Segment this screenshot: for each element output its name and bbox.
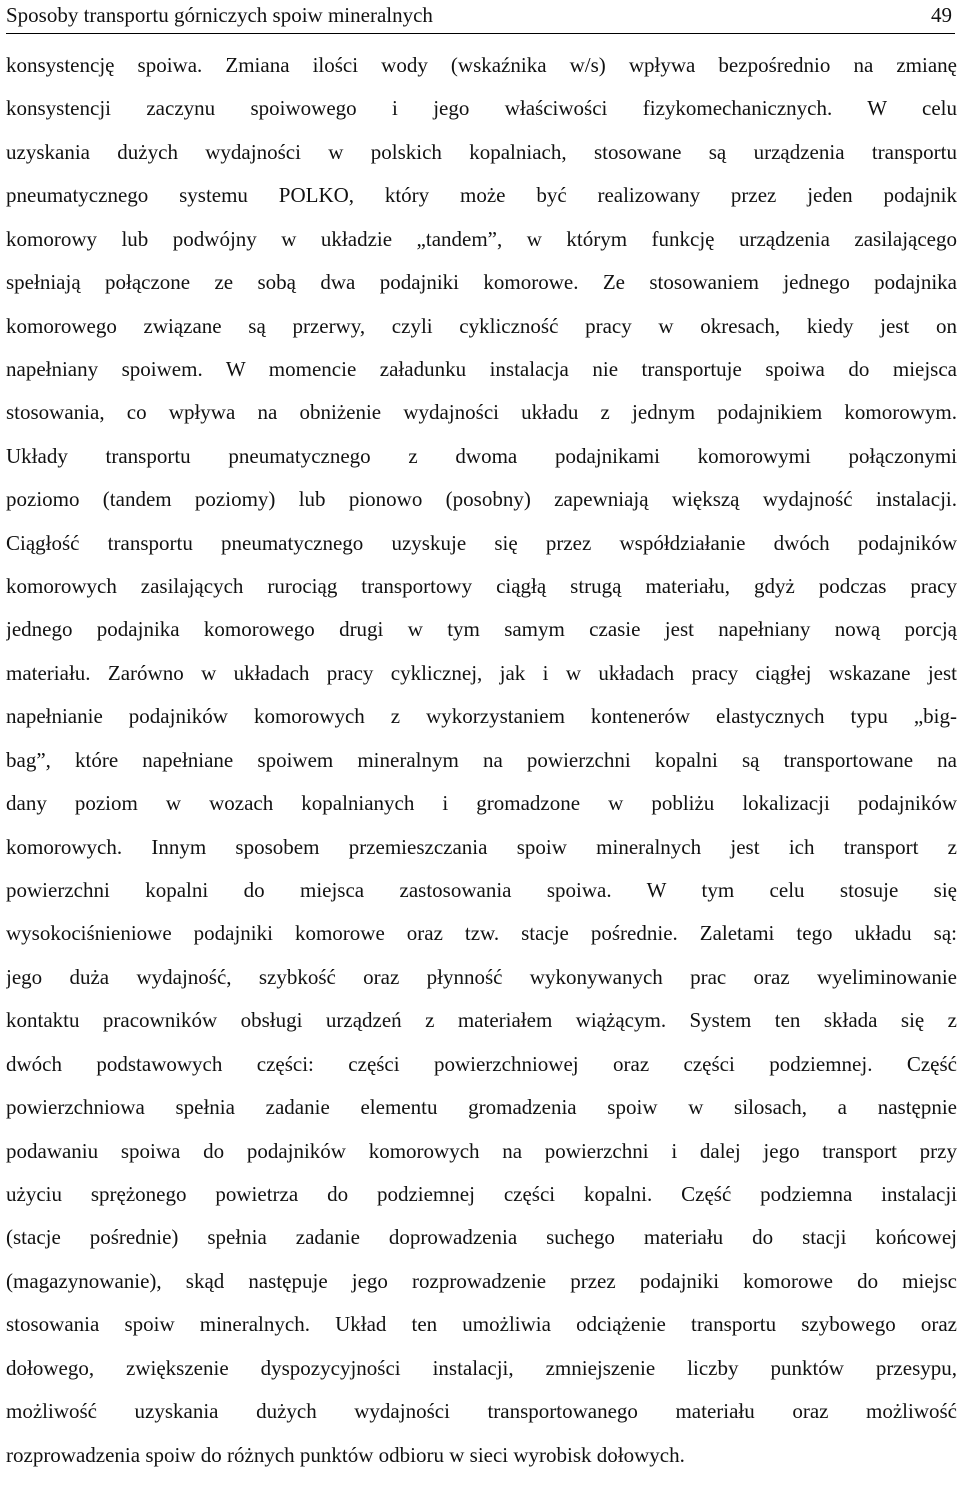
text-line: pneumatycznego systemu POLKO, który może być realizowany przez jeden podajnik <box>6 183 957 208</box>
running-title: Sposoby transportu górniczych spoiw mineralnych <box>6 3 433 27</box>
text-line: bag”, które napełniane spoiwem mineralnym na powierzchni kopalni są transportowane na <box>6 747 957 772</box>
text-line: poziomo (tandem poziomy) lub pionowo (posobny) zapewniają większą wydajność instalacji. <box>6 487 957 512</box>
text-line: komorowych. Innym sposobem przemieszczania spoiw mineralnych jest ich transport z <box>6 834 957 859</box>
text-line: jego duża wydajność, szybkość oraz płynność wykonywanych prac oraz wyeliminowanie <box>6 964 957 989</box>
text-line: materiału. Zarówno w układach pracy cyklicznej, jak i w układach pracy ciągłej wskazane jest <box>6 660 957 685</box>
text-line: dany poziom w wozach kopalnianych i gromadzone w pobliżu lokalizacji podajników <box>6 791 957 816</box>
text-line: stosowania, co wpływa na obniżenie wydajności układu z jednym podajnikiem komorowym. <box>6 400 957 425</box>
text-line: jednego podajnika komorowego drugi w tym samym czasie jest napełniany nową porcją <box>6 617 957 642</box>
text-line: stosowania spoiw mineralnych. Układ ten umożliwia odciążenie transportu szybowego oraz <box>6 1312 957 1337</box>
text-line: kontaktu pracowników obsługi urządzeń z materiałem wiążącym. System ten składa się z <box>6 1008 957 1033</box>
text-line: rozprowadzenia spoiw do różnych punktów odbioru w sieci wyrobisk dołowych. <box>6 1442 685 1467</box>
page-header <box>6 0 955 34</box>
text-line: napełniany spoiwem. W momencie załadunku instalacja nie transportuje spoiwa do miejsca <box>6 356 957 381</box>
text-line: konsystencji zaczynu spoiwowego i jego właściwości fizykomechanicznych. W celu <box>6 96 957 121</box>
text-line: użyciu sprężonego powietrza do podziemnej części kopalni. Część podziemna instalacji <box>6 1181 957 1206</box>
text-line: podawaniu spoiwa do podajników komorowych na powierzchni i dalej jego transport przy <box>6 1138 957 1163</box>
text-line: powierzchni kopalni do miejsca zastosowania spoiwa. W tym celu stosuje się <box>6 878 957 903</box>
body-paragraph <box>6 44 957 1477</box>
text-line: komorowych zasilających rurociąg transportowy ciągłą strugą materiału, gdyż podczas pracy <box>6 574 957 599</box>
text-line: Ciągłość transportu pneumatycznego uzyskuje się przez współdziałanie dwóch podajników <box>6 530 957 555</box>
text-line: możliwość uzyskania dużych wydajności transportowanego materiału oraz możliwość <box>6 1399 957 1424</box>
text-line: Układy transportu pneumatycznego z dwoma podajnikami komorowymi połączonymi <box>6 443 957 468</box>
text-line: uzyskania dużych wydajności w polskich kopalniach, stosowane są urządzenia transportu <box>6 139 957 164</box>
text-line: komorowego związane są przerwy, czyli cykliczność pracy w okresach, kiedy jest on <box>6 313 957 338</box>
text-line: napełnianie podajników komorowych z wykorzystaniem kontenerów elastycznych typu „big- <box>6 704 957 729</box>
text-line: spełniają połączone ze sobą dwa podajniki komorowe. Ze stosowaniem jednego podajnika <box>6 270 957 295</box>
text-line: komorowy lub podwójny w układzie „tandem”, w którym funkcję urządzenia zasilającego <box>6 226 957 251</box>
page-number: 49 <box>931 3 952 27</box>
text-line: powierzchniowa spełnia zadanie elementu gromadzenia spoiw w silosach, a następnie <box>6 1095 957 1120</box>
text-line: (magazynowanie), skąd następuje jego rozprowadzenie przez podajniki komorowe do miejsc <box>6 1268 957 1293</box>
text-line: wysokociśnieniowe podajniki komorowe oraz tzw. stacje pośrednie. Zaletami tego układu są: <box>6 921 957 946</box>
text-line: dołowego, zwiększenie dyspozycyjności instalacji, zmniejszenie liczby punktów przesypu, <box>6 1355 957 1380</box>
text-line: dwóch podstawowych części: części powierzchniowej oraz części podziemnej. Część <box>6 1051 957 1076</box>
text-line: konsystencję spoiwa. Zmiana ilości wody (wskaźnika w/s) wpływa bezpośrednio na zmianę <box>6 53 957 77</box>
text-line: (stacje pośrednie) spełnia zadanie doprowadzenia suchego materiału do stacji końcowej <box>6 1225 957 1250</box>
